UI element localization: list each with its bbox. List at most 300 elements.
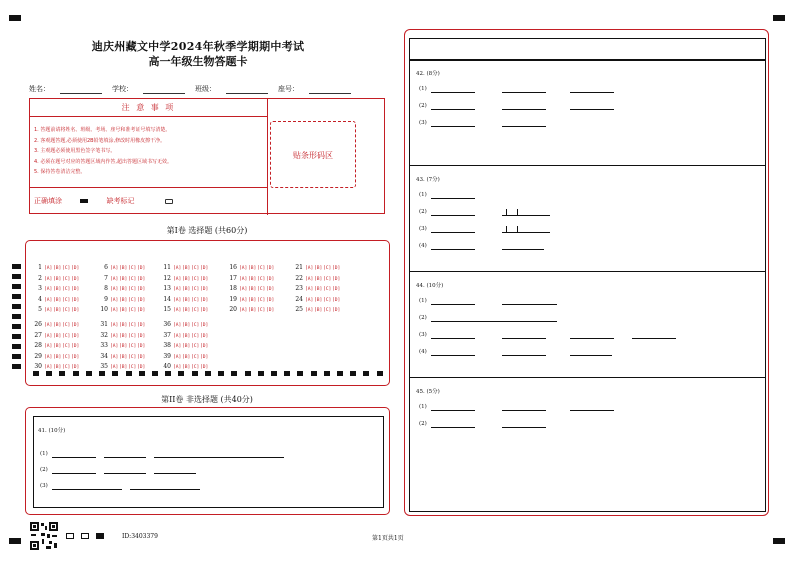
answer-bubble[interactable]: [D] (137, 276, 146, 282)
answer-bubble[interactable]: [A] (110, 333, 119, 339)
answer-line[interactable] (130, 489, 200, 490)
answer-bubble[interactable]: [D] (71, 354, 80, 360)
answer-line[interactable] (570, 410, 614, 411)
class-field[interactable] (226, 86, 268, 94)
answer-line[interactable] (502, 410, 546, 411)
choice-row (34, 341, 80, 352)
answer-bubble[interactable]: [A] (305, 276, 314, 282)
question-number: 7 (104, 274, 108, 282)
choice-row (295, 263, 341, 274)
timing-mark (271, 371, 277, 376)
answer-bubble[interactable]: [B] (119, 323, 128, 328)
q43-part-1: (1) (419, 192, 427, 198)
answer-bubble[interactable]: [D] (332, 276, 341, 282)
answer-bubble[interactable]: [A] (44, 266, 53, 271)
timing-mark (12, 324, 21, 329)
answer-bubble[interactable]: [C] (257, 276, 266, 282)
answer-line[interactable] (502, 355, 546, 356)
answer-bubble[interactable]: [C] (323, 276, 332, 282)
answer-bubble[interactable]: [A] (173, 344, 182, 350)
question-number: 27 (34, 331, 42, 339)
answer-bubble[interactable]: [A] (173, 354, 182, 360)
answer-bubble[interactable]: [C] (323, 287, 332, 293)
answer-line[interactable] (154, 473, 196, 474)
answer-bubble[interactable]: [A] (239, 276, 248, 282)
timing-mark (12, 294, 21, 299)
answer-bubble[interactable]: [D] (137, 354, 146, 360)
answer-bubble[interactable]: [D] (71, 297, 80, 303)
answer-bubble[interactable]: [B] (248, 276, 257, 282)
answer-bubble[interactable]: [D] (137, 344, 146, 350)
answer-bubble[interactable]: [A] (44, 354, 53, 360)
answer-bubble[interactable]: [C] (323, 297, 332, 303)
answer-bubble[interactable]: [C] (191, 354, 200, 360)
absent-checkbox[interactable] (165, 199, 173, 204)
q45-label: 45. (5分) (416, 389, 440, 395)
answer-bubble[interactable]: [D] (332, 297, 341, 303)
answer-bubble[interactable]: [A] (305, 266, 314, 271)
answer-bubble[interactable]: [C] (191, 308, 200, 314)
answer-bubble[interactable]: [C] (257, 287, 266, 293)
answer-bubble[interactable]: [A] (44, 323, 53, 328)
timing-mark (152, 371, 158, 376)
answer-bubble[interactable]: [C] (191, 276, 200, 282)
answer-bubble[interactable]: [C] (128, 266, 137, 271)
answer-line[interactable] (431, 92, 475, 93)
answer-bubble[interactable]: [C] (257, 308, 266, 314)
bracket-answer-line[interactable] (502, 232, 550, 233)
q45-part-2: (2) (419, 421, 427, 427)
answer-bubble[interactable]: [C] (62, 365, 71, 371)
answer-bubble[interactable]: [B] (182, 308, 191, 314)
answer-bubble[interactable]: [D] (332, 308, 341, 314)
answer-bubble[interactable]: [D] (71, 266, 80, 271)
answer-line[interactable] (431, 355, 475, 356)
answer-line[interactable] (104, 457, 146, 458)
question-number: 37 (163, 331, 171, 339)
answer-bubble[interactable]: [B] (182, 365, 191, 371)
q41-part-2: (2) (40, 467, 48, 473)
answer-bubble[interactable]: [B] (248, 297, 257, 303)
answer-bubble[interactable]: [A] (239, 297, 248, 303)
answer-bubble[interactable]: [D] (266, 266, 275, 271)
answer-bubble[interactable]: [C] (323, 266, 332, 271)
answer-line[interactable] (431, 126, 475, 127)
choice-row (100, 352, 146, 363)
notice-box (29, 98, 385, 214)
answer-bubble[interactable]: [B] (248, 308, 257, 314)
answer-bubble[interactable]: [D] (71, 323, 80, 328)
answer-bubble[interactable]: [B] (53, 333, 62, 339)
answer-bubble[interactable]: [C] (191, 365, 200, 371)
choice-row (100, 305, 146, 316)
exam-subtitle: 高一年级生物答题卡 (148, 55, 248, 68)
answer-bubble[interactable]: [C] (128, 344, 137, 350)
answer-bubble[interactable]: [A] (44, 297, 53, 303)
answer-bubble[interactable]: [B] (53, 287, 62, 293)
answer-bubble[interactable]: [B] (53, 365, 62, 371)
answer-bubble[interactable]: [B] (314, 266, 323, 271)
answer-bubble[interactable]: [C] (128, 287, 137, 293)
answer-bubble[interactable]: [A] (110, 287, 119, 293)
answer-bubble[interactable]: [C] (128, 365, 137, 371)
question-number: 32 (100, 331, 108, 339)
answer-line[interactable] (570, 338, 614, 339)
timing-mark (12, 344, 21, 349)
answer-line[interactable] (52, 457, 96, 458)
answer-bubble[interactable]: [A] (173, 365, 182, 371)
answer-line[interactable] (502, 338, 546, 339)
choice-group (100, 263, 146, 316)
footer-id: ID:3403379 (122, 533, 158, 540)
answer-bubble[interactable]: [B] (182, 266, 191, 271)
seat-label: 座号： (278, 85, 299, 93)
answer-line[interactable] (431, 427, 475, 428)
answer-bubble[interactable]: [A] (173, 323, 182, 328)
answer-bubble[interactable]: [D] (200, 344, 209, 350)
answer-bubble[interactable]: [D] (137, 323, 146, 328)
notice-item: 4. 必须在题号对应的答题区域内作答,超出答题区域书写无效。 (34, 158, 172, 165)
answer-bubble[interactable]: [D] (137, 287, 146, 293)
answer-bubble[interactable]: [A] (239, 266, 248, 271)
answer-bubble[interactable]: [A] (44, 276, 53, 282)
answer-bubble[interactable]: [A] (173, 333, 182, 339)
answer-bubble[interactable]: [C] (128, 297, 137, 303)
bottom-timing-marks (33, 371, 383, 376)
bracket-mark (506, 209, 518, 215)
answer-line[interactable] (431, 215, 475, 216)
answer-bubble[interactable]: [D] (71, 333, 80, 339)
answer-bubble[interactable]: [B] (119, 266, 128, 271)
answer-line[interactable] (570, 355, 612, 356)
answer-bubble[interactable]: [B] (182, 344, 191, 350)
answer-line[interactable] (502, 427, 546, 428)
answer-bubble[interactable]: [A] (173, 287, 182, 293)
answer-line[interactable] (502, 92, 546, 93)
answer-bubble[interactable]: [D] (200, 354, 209, 360)
answer-bubble[interactable]: [C] (62, 344, 71, 350)
q42-label: 42. (8分) (416, 71, 440, 77)
answer-bubble[interactable]: [A] (110, 297, 119, 303)
choice-row (34, 295, 80, 306)
notice-item: 1. 答题前请将姓名、班级、考场、座号和准考证号填写清楚。 (34, 127, 171, 133)
answer-bubble[interactable]: [B] (182, 354, 191, 360)
school-field[interactable] (143, 86, 185, 94)
answer-bubble[interactable]: [A] (110, 344, 119, 350)
answer-bubble[interactable]: [D] (200, 323, 209, 328)
question-number: 6 (104, 264, 108, 271)
answer-bubble[interactable]: [C] (62, 354, 71, 360)
answer-bubble[interactable]: [C] (128, 333, 137, 339)
timing-mark (12, 354, 21, 359)
answer-line[interactable] (632, 338, 676, 339)
timing-mark (192, 371, 198, 376)
answer-bubble[interactable]: [C] (128, 323, 137, 328)
question-number: 28 (34, 342, 42, 350)
answer-bubble[interactable]: [B] (182, 287, 191, 293)
answer-bubble[interactable]: [D] (137, 266, 146, 271)
answer-bubble[interactable]: [A] (173, 297, 182, 303)
answer-bubble[interactable]: [D] (332, 287, 341, 293)
answer-bubble[interactable]: [D] (200, 266, 209, 271)
choice-row (100, 295, 146, 306)
bracket-answer-line[interactable] (502, 215, 550, 216)
timing-mark (139, 371, 145, 376)
timing-mark (12, 264, 21, 269)
answer-bubble[interactable]: [A] (110, 365, 119, 371)
answer-line[interactable] (104, 473, 146, 474)
answer-bubble[interactable]: [D] (332, 266, 341, 271)
answer-line[interactable] (431, 198, 475, 199)
choice-row (100, 274, 146, 285)
answer-bubble[interactable]: [D] (71, 308, 80, 314)
question-number: 18 (229, 285, 237, 293)
answer-bubble[interactable]: [D] (200, 287, 209, 293)
answer-bubble[interactable]: [A] (305, 308, 314, 314)
answer-bubble[interactable]: [B] (119, 308, 128, 314)
question-number: 29 (34, 352, 42, 360)
q44-part-1: (1) (419, 298, 427, 304)
choice-answer-area (25, 240, 390, 386)
answer-line[interactable] (570, 92, 614, 93)
answer-bubble[interactable]: [B] (119, 276, 128, 282)
answer-line[interactable] (431, 232, 475, 233)
question-number: 19 (229, 295, 237, 303)
answer-bubble[interactable]: [C] (62, 287, 71, 293)
answer-bubble[interactable]: [A] (239, 287, 248, 293)
question-number: 35 (100, 363, 108, 371)
question-number: 1 (38, 264, 42, 271)
answer-bubble[interactable]: [C] (191, 287, 200, 293)
qr-code-icon (29, 521, 59, 551)
answer-bubble[interactable]: [B] (119, 354, 128, 360)
answer-bubble[interactable]: [B] (119, 344, 128, 350)
answer-bubble[interactable]: [C] (257, 297, 266, 303)
question-number: 22 (295, 274, 303, 282)
choice-row (100, 331, 146, 342)
answer-bubble[interactable]: [A] (44, 344, 53, 350)
question-number: 9 (104, 295, 108, 303)
question-number: 13 (163, 285, 171, 293)
answer-bubble[interactable]: [B] (314, 308, 323, 314)
footer-small-box (81, 533, 89, 539)
answer-bubble[interactable]: [A] (110, 323, 119, 328)
footer-filled-box (96, 533, 104, 539)
answer-bubble[interactable]: [A] (173, 266, 182, 271)
timing-mark (12, 304, 21, 309)
answer-bubble[interactable]: [D] (71, 276, 80, 282)
answer-bubble[interactable]: [D] (266, 287, 275, 293)
answer-line[interactable] (570, 109, 614, 110)
answer-line[interactable] (502, 249, 544, 250)
q42-part-2: (2) (419, 103, 427, 109)
answer-bubble[interactable]: [D] (137, 365, 146, 371)
answer-bubble[interactable]: [A] (44, 308, 53, 314)
answer-bubble[interactable]: [D] (71, 287, 80, 293)
choice-row (34, 274, 80, 285)
answer-bubble[interactable]: [B] (119, 365, 128, 371)
timing-mark (231, 371, 237, 376)
choice-row (100, 284, 146, 295)
question-number: 15 (163, 306, 171, 314)
answer-bubble[interactable]: [B] (53, 308, 62, 314)
answer-bubble[interactable]: [A] (305, 297, 314, 303)
question-number: 2 (38, 274, 42, 282)
q44-part-4: (4) (419, 349, 427, 355)
question-number: 36 (163, 321, 171, 328)
answer-bubble[interactable]: [D] (266, 308, 275, 314)
answer-line[interactable] (431, 321, 557, 322)
question-number: 34 (100, 352, 108, 360)
answer-bubble[interactable]: [A] (44, 365, 53, 371)
answer-bubble[interactable]: [B] (53, 276, 62, 282)
answer-bubble[interactable]: [B] (314, 297, 323, 303)
answer-bubble[interactable]: [B] (314, 276, 323, 282)
answer-bubble[interactable]: [C] (191, 297, 200, 303)
question-number: 24 (295, 295, 303, 303)
timing-mark (363, 371, 369, 376)
answer-bubble[interactable]: [D] (200, 276, 209, 282)
answer-bubble[interactable]: [B] (182, 297, 191, 303)
answer-bubble[interactable]: [D] (137, 333, 146, 339)
answer-bubble[interactable]: [C] (62, 276, 71, 282)
answer-bubble[interactable]: [A] (305, 287, 314, 293)
answer-bubble[interactable]: [B] (182, 333, 191, 339)
answer-bubble[interactable]: [D] (266, 276, 275, 282)
answer-line[interactable] (502, 304, 557, 305)
answer-bubble[interactable]: [D] (200, 308, 209, 314)
answer-bubble[interactable]: [A] (44, 333, 53, 339)
answer-bubble[interactable]: [B] (314, 287, 323, 293)
answer-line[interactable] (52, 489, 122, 490)
answer-bubble[interactable]: [B] (182, 323, 191, 328)
timing-mark (33, 371, 39, 376)
answer-bubble[interactable]: [C] (62, 333, 71, 339)
choice-row (229, 263, 275, 274)
answer-bubble[interactable]: [C] (62, 323, 71, 328)
seat-field[interactable] (309, 86, 351, 94)
answer-bubble[interactable]: [A] (173, 276, 182, 282)
answer-bubble[interactable]: [A] (110, 308, 119, 314)
answer-bubble[interactable]: [B] (53, 354, 62, 360)
answer-line[interactable] (431, 109, 475, 110)
q45-part-1: (1) (419, 404, 427, 410)
answer-bubble[interactable]: [B] (53, 266, 62, 271)
answer-line[interactable] (431, 304, 475, 305)
choice-row (163, 284, 209, 295)
question-number: 38 (163, 342, 171, 350)
answer-bubble[interactable]: [B] (53, 323, 62, 328)
answer-bubble[interactable]: [D] (71, 344, 80, 350)
answer-bubble[interactable]: [B] (119, 287, 128, 293)
answer-bubble[interactable]: [A] (110, 354, 119, 360)
answer-line[interactable] (431, 338, 475, 339)
timing-mark (73, 371, 79, 376)
answer-bubble[interactable]: [C] (62, 297, 71, 303)
answer-line[interactable] (154, 457, 284, 458)
corner-mark-bottom-left (9, 538, 21, 544)
section1-title: 第I卷 选择题 (共60分) (166, 226, 248, 235)
question-number: 40 (163, 363, 171, 371)
answer-bubble[interactable]: [B] (53, 344, 62, 350)
answer-bubble[interactable]: [C] (191, 266, 200, 271)
timing-mark (324, 371, 330, 376)
answer-bubble[interactable]: [A] (239, 308, 248, 314)
question-number: 33 (100, 342, 108, 350)
choice-row (100, 263, 146, 274)
timing-mark (165, 371, 171, 376)
answer-bubble[interactable]: [D] (137, 308, 146, 314)
timing-mark (350, 371, 356, 376)
answer-line[interactable] (502, 109, 546, 110)
answer-bubble[interactable]: [D] (200, 333, 209, 339)
answer-bubble[interactable]: [B] (248, 266, 257, 271)
choice-group (34, 263, 80, 316)
answer-line[interactable] (431, 249, 475, 250)
answer-bubble[interactable]: [D] (137, 297, 146, 303)
timing-mark (46, 371, 52, 376)
answer-bubble[interactable]: [C] (323, 308, 332, 314)
answer-bubble[interactable]: [D] (200, 365, 209, 371)
choice-group (100, 320, 146, 373)
answer-bubble[interactable]: [C] (62, 266, 71, 271)
corner-mark-bottom-right (773, 538, 785, 544)
answer-bubble[interactable]: [C] (191, 344, 200, 350)
answer-line[interactable] (502, 126, 546, 127)
answer-bubble[interactable]: [B] (119, 333, 128, 339)
choice-row (34, 284, 80, 295)
answer-bubble[interactable]: [C] (128, 276, 137, 282)
question-number: 21 (295, 264, 303, 271)
notice-title: 注 意 事 项 (30, 99, 267, 117)
question-number: 8 (104, 285, 108, 293)
answer-bubble[interactable]: [D] (200, 297, 209, 303)
name-field[interactable] (60, 86, 102, 94)
answer-bubble[interactable]: [B] (53, 297, 62, 303)
answer-bubble[interactable]: [C] (128, 308, 137, 314)
choice-row (229, 295, 275, 306)
answer-bubble[interactable]: [C] (191, 323, 200, 328)
answer-bubble[interactable]: [B] (248, 287, 257, 293)
answer-bubble[interactable]: [C] (191, 333, 200, 339)
answer-bubble[interactable]: [C] (62, 308, 71, 314)
answer-bubble[interactable]: [A] (173, 308, 182, 314)
timing-mark (12, 284, 21, 289)
answer-bubble[interactable]: [C] (257, 266, 266, 271)
answer-bubble[interactable]: [B] (119, 297, 128, 303)
choice-row (295, 274, 341, 285)
choice-row (100, 320, 146, 331)
timing-mark (12, 274, 21, 279)
answer-line[interactable] (431, 410, 475, 411)
choice-row (34, 352, 80, 363)
answer-bubble[interactable]: [C] (128, 354, 137, 360)
answer-bubble[interactable]: [B] (182, 276, 191, 282)
answer-bubble[interactable]: [A] (44, 287, 53, 293)
school-label: 学校： (112, 85, 133, 93)
choice-row (163, 295, 209, 306)
correct-fill-icon (80, 199, 88, 203)
q41-label: 41. (10分) (38, 428, 66, 434)
answer-bubble[interactable]: [D] (266, 297, 275, 303)
question-number: 31 (100, 321, 108, 328)
answer-bubble[interactable]: [A] (110, 266, 119, 271)
answer-bubble[interactable]: [A] (110, 276, 119, 282)
answer-line[interactable] (52, 473, 96, 474)
timing-mark (245, 371, 251, 376)
answer-bubble[interactable]: [D] (71, 365, 80, 371)
right-answer-area (404, 29, 769, 516)
